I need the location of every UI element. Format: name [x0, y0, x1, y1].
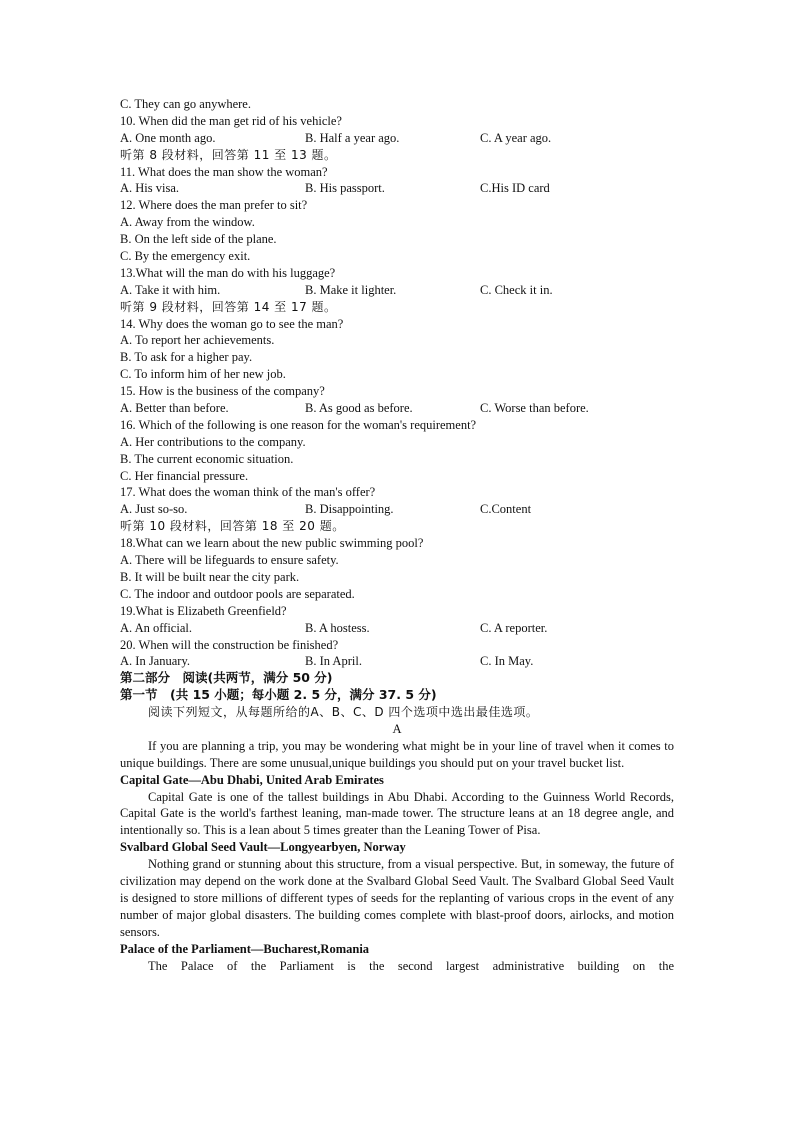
- answer-option: C. Worse than before.: [480, 401, 589, 416]
- answer-option: C. A year ago.: [480, 130, 552, 145]
- reading-instruction: 阅读下列短文，从每题所给的A、B、C、D 四个选项中选出最佳选项。: [148, 705, 539, 720]
- answer-option: B. The current economic situation.: [120, 451, 294, 466]
- answer-option: A. To report her achievements.: [120, 333, 275, 348]
- answer-option: C. They can go anywhere.: [120, 97, 251, 111]
- option-row: [120, 180, 674, 197]
- passage-section-capital-gate: [120, 772, 674, 840]
- answer-option: A. Just so-so.: [120, 502, 188, 517]
- answer-option: B. His passport.: [305, 181, 385, 196]
- option-row: [120, 653, 674, 670]
- option-row: [120, 130, 674, 147]
- answer-option: B. On the left side of the plane.: [120, 232, 277, 247]
- answer-option: C. In May.: [480, 654, 534, 669]
- question-text: 19.What is Elizabeth Greenfield?: [120, 603, 287, 618]
- answer-option: A. In January.: [120, 654, 191, 669]
- answer-option: B. A hostess.: [305, 620, 370, 635]
- answer-option: C. Her financial pressure.: [120, 468, 249, 483]
- answer-option: B. It will be built near the city park.: [120, 569, 300, 584]
- answer-option: A. Away from the window.: [120, 215, 255, 230]
- option-row: [120, 400, 674, 417]
- answer-option: A. One month ago.: [120, 130, 216, 145]
- document-page: [120, 96, 674, 974]
- question-text: 13.What will the man do with his luggage?: [120, 265, 336, 280]
- answer-option: B. Disappointing.: [305, 502, 394, 517]
- answer-option: B. Make it lighter.: [305, 282, 397, 297]
- section-body: The Palace of the Parliament is the second largest administrative building on the: [148, 958, 674, 973]
- question-text: 20. When will the construction be finished?: [120, 637, 339, 652]
- passage-section-palace-parliament: [120, 941, 674, 975]
- question-text: 12. Where does the man prefer to sit?: [120, 198, 308, 213]
- answer-option: A. There will be lifeguards to ensure safety.: [120, 553, 339, 568]
- question-text: 14. Why does the woman go to see the man?: [120, 316, 344, 331]
- passage-label: A: [392, 721, 402, 736]
- section-heading: Palace of the Parliament—Bucharest,Romania: [120, 941, 370, 956]
- passage-intro: If you are planning a trip, you may be wondering what might be in your line of travel when it comes to unique buildings. There are some unusual,unique buildings you should put on your travel bucket list.: [120, 738, 674, 770]
- option-row: [120, 620, 674, 637]
- answer-option: A. His visa.: [120, 181, 180, 196]
- listening-instruction: 听第 9 段材料，回答第 14 至 17 题。: [120, 299, 337, 314]
- question-text: 18.What can we learn about the new public swimming pool?: [120, 536, 424, 551]
- answer-option: B. To ask for a higher pay.: [120, 350, 253, 365]
- section-one-title: 第一节 (共 15 小题；每小题 2. 5 分，满分 37. 5 分): [120, 687, 437, 703]
- listening-instruction: 听第 10 段材料，回答第 18 至 20 题。: [120, 519, 345, 534]
- answer-option: C.His ID card: [480, 181, 550, 196]
- answer-option: A. An official.: [120, 620, 192, 635]
- answer-option: B. As good as before.: [305, 401, 413, 416]
- answer-option: C.Content: [480, 502, 532, 517]
- passage-section-seed-vault: [120, 839, 674, 940]
- listening-section: [120, 96, 674, 670]
- section-body: Capital Gate is one of the tallest buildings in Abu Dhabi. According to the Guinness World Records, Capital Gate is the world's farthest leaning, man-made tower. The structure leans at an 18 degree angle, and intentionally so. This is a lean about 5 times greater than the Leaning Tower of Pisa.: [120, 789, 674, 838]
- question-text: 16. Which of the following is one reason for the woman's requirement?: [120, 417, 477, 432]
- section-body: Nothing grand or stunning about this structure, from a visual perspective. But, in someway, the future of civilization may depend on the work done at the Svalbard Global Seed Vault. The Svalbard Global Seed Vault is designed to store millions of different types of seeds for the replanting of various crops in the event of any number of major global disasters. The building comes complete with blast-proof doors, airlocks, and motion sensors.: [120, 857, 674, 939]
- answer-option: B. In April.: [305, 654, 362, 669]
- section-heading: Capital Gate—Abu Dhabi, United Arab Emirates: [120, 772, 384, 787]
- answer-option: C. Check it in.: [480, 282, 553, 297]
- section-heading: Svalbard Global Seed Vault—Longyearbyen, Norway: [120, 840, 406, 855]
- question-text: 17. What does the woman think of the man's offer?: [120, 485, 376, 500]
- answer-option: A. Better than before.: [120, 401, 229, 416]
- answer-option: A. Take it with him.: [120, 282, 221, 297]
- question-text: 15. How is the business of the company?: [120, 384, 325, 399]
- listening-instruction: 听第 8 段材料，回答第 11 至 13 题。: [120, 147, 337, 162]
- option-row: [120, 501, 674, 518]
- answer-option: B. Half a year ago.: [305, 130, 400, 145]
- part-two-title: 第二部分 阅读(共两节，满分 50 分): [120, 670, 333, 686]
- option-row: [120, 282, 674, 299]
- answer-option: C. The indoor and outdoor pools are separated.: [120, 586, 355, 601]
- answer-option: C. To inform him of her new job.: [120, 367, 286, 382]
- question-text: 11. What does the man show the woman?: [120, 164, 328, 179]
- answer-option: A. Her contributions to the company.: [120, 434, 306, 449]
- question-text: 10. When did the man get rid of his vehicle?: [120, 113, 342, 128]
- answer-option: C. By the emergency exit.: [120, 249, 251, 264]
- answer-option: C. A reporter.: [480, 620, 548, 635]
